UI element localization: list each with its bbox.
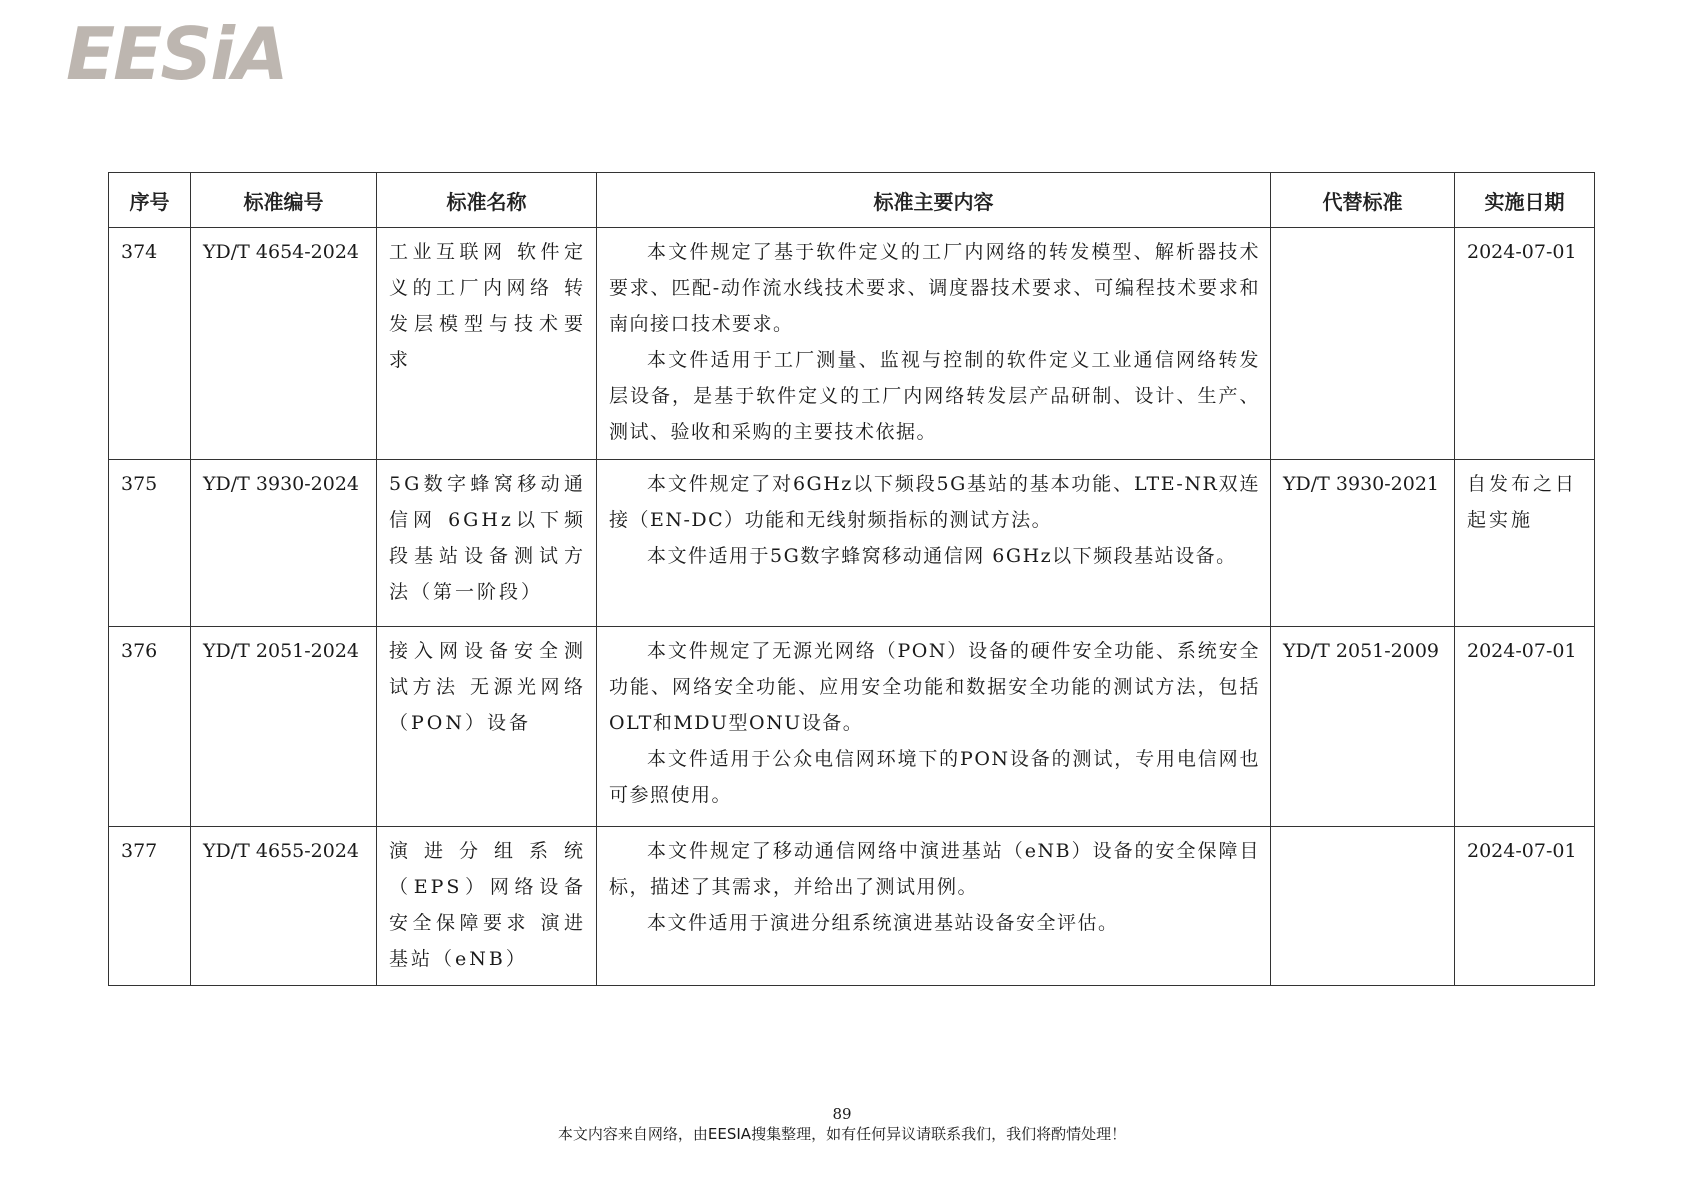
table-row <box>109 827 1595 986</box>
page-footer <box>0 1104 1684 1144</box>
content-paragraph: 本文件适用于演进分组系统演进基站设备安全评估。 <box>647 912 1119 934</box>
table-row <box>109 627 1595 827</box>
header-code: 标准编号 <box>191 173 377 228</box>
row-code: YD/T 3930-2024 <box>191 460 377 627</box>
header-content: 标准主要内容 <box>597 173 1271 228</box>
row-code: YD/T 4654-2024 <box>191 228 377 460</box>
row-date: 自发布之日起实施 <box>1455 460 1595 627</box>
row-replaces: YD/T 2051-2009 <box>1271 627 1455 827</box>
content-paragraph: 本文件规定了基于软件定义的工厂内网络的转发模型、解析器技术要求、匹配-动作流水线技术要求、调度器技术要求、可编程技术要求和南向接口技术要求。 <box>609 241 1260 335</box>
content-paragraph: 本文件规定了无源光网络（PON）设备的硬件安全功能、系统安全功能、网络安全功能、应用安全功能和数据安全功能的测试方法，包括OLT和MDU型ONU设备。 <box>609 640 1260 734</box>
eesia-logo: EESiA <box>66 12 287 96</box>
header-replaces: 代替标准 <box>1271 173 1455 228</box>
row-name: 演进分组系统（EPS）网络设备安全保障要求 演进基站（eNB） <box>377 827 597 986</box>
row-content <box>597 627 1271 827</box>
content-paragraph: 本文件适用于工厂测量、监视与控制的软件定义工业通信网络转发层设备，是基于软件定义的工厂内网络转发层产品研制、设计、生产、测试、验收和采购的主要技术依据。 <box>609 349 1260 443</box>
table-row <box>109 460 1595 627</box>
row-num: 377 <box>109 827 191 986</box>
row-num: 375 <box>109 460 191 627</box>
row-name: 工业互联网 软件定义的工厂内网络 转发层模型与技术要求 <box>377 228 597 460</box>
row-date: 2024-07-01 <box>1455 827 1595 986</box>
content-paragraph: 本文件规定了对6GHz以下频段5G基站的基本功能、LTE-NR双连接（EN-DC）功能和无线射频指标的测试方法。 <box>609 473 1260 531</box>
row-content <box>597 827 1271 986</box>
row-name: 5G数字蜂窝移动通信网 6GHz以下频段基站设备测试方法（第一阶段） <box>377 460 597 627</box>
row-replaces <box>1271 228 1455 460</box>
content-paragraph: 本文件规定了移动通信网络中演进基站（eNB）设备的安全保障目标，描述了其需求，并给出了测试用例。 <box>609 840 1260 898</box>
row-code: YD/T 2051-2024 <box>191 627 377 827</box>
row-num: 376 <box>109 627 191 827</box>
page-number: 89 <box>832 1105 852 1123</box>
header-date: 实施日期 <box>1455 173 1595 228</box>
table-header-row <box>109 173 1595 228</box>
table-row <box>109 228 1595 460</box>
header-name: 标准名称 <box>377 173 597 228</box>
row-code: YD/T 4655-2024 <box>191 827 377 986</box>
content-paragraph: 本文件适用于公众电信网环境下的PON设备的测试，专用电信网也可参照使用。 <box>609 748 1260 806</box>
content-paragraph: 本文件适用于5G数字蜂窝移动通信网 6GHz以下频段基站设备。 <box>647 545 1237 567</box>
row-num: 374 <box>109 228 191 460</box>
row-date: 2024-07-01 <box>1455 627 1595 827</box>
row-replaces <box>1271 827 1455 986</box>
standards-table <box>108 172 1595 986</box>
header-num: 序号 <box>109 173 191 228</box>
row-date: 2024-07-01 <box>1455 228 1595 460</box>
row-content <box>597 228 1271 460</box>
row-name: 接入网设备安全测试方法 无源光网络（PON）设备 <box>377 627 597 827</box>
row-replaces: YD/T 3930-2021 <box>1271 460 1455 627</box>
row-content <box>597 460 1271 627</box>
disclaimer-note: 本文内容来自网络，由EESIA搜集整理，如有任何异议请联系我们，我们将酌情处理！ <box>557 1125 1127 1143</box>
